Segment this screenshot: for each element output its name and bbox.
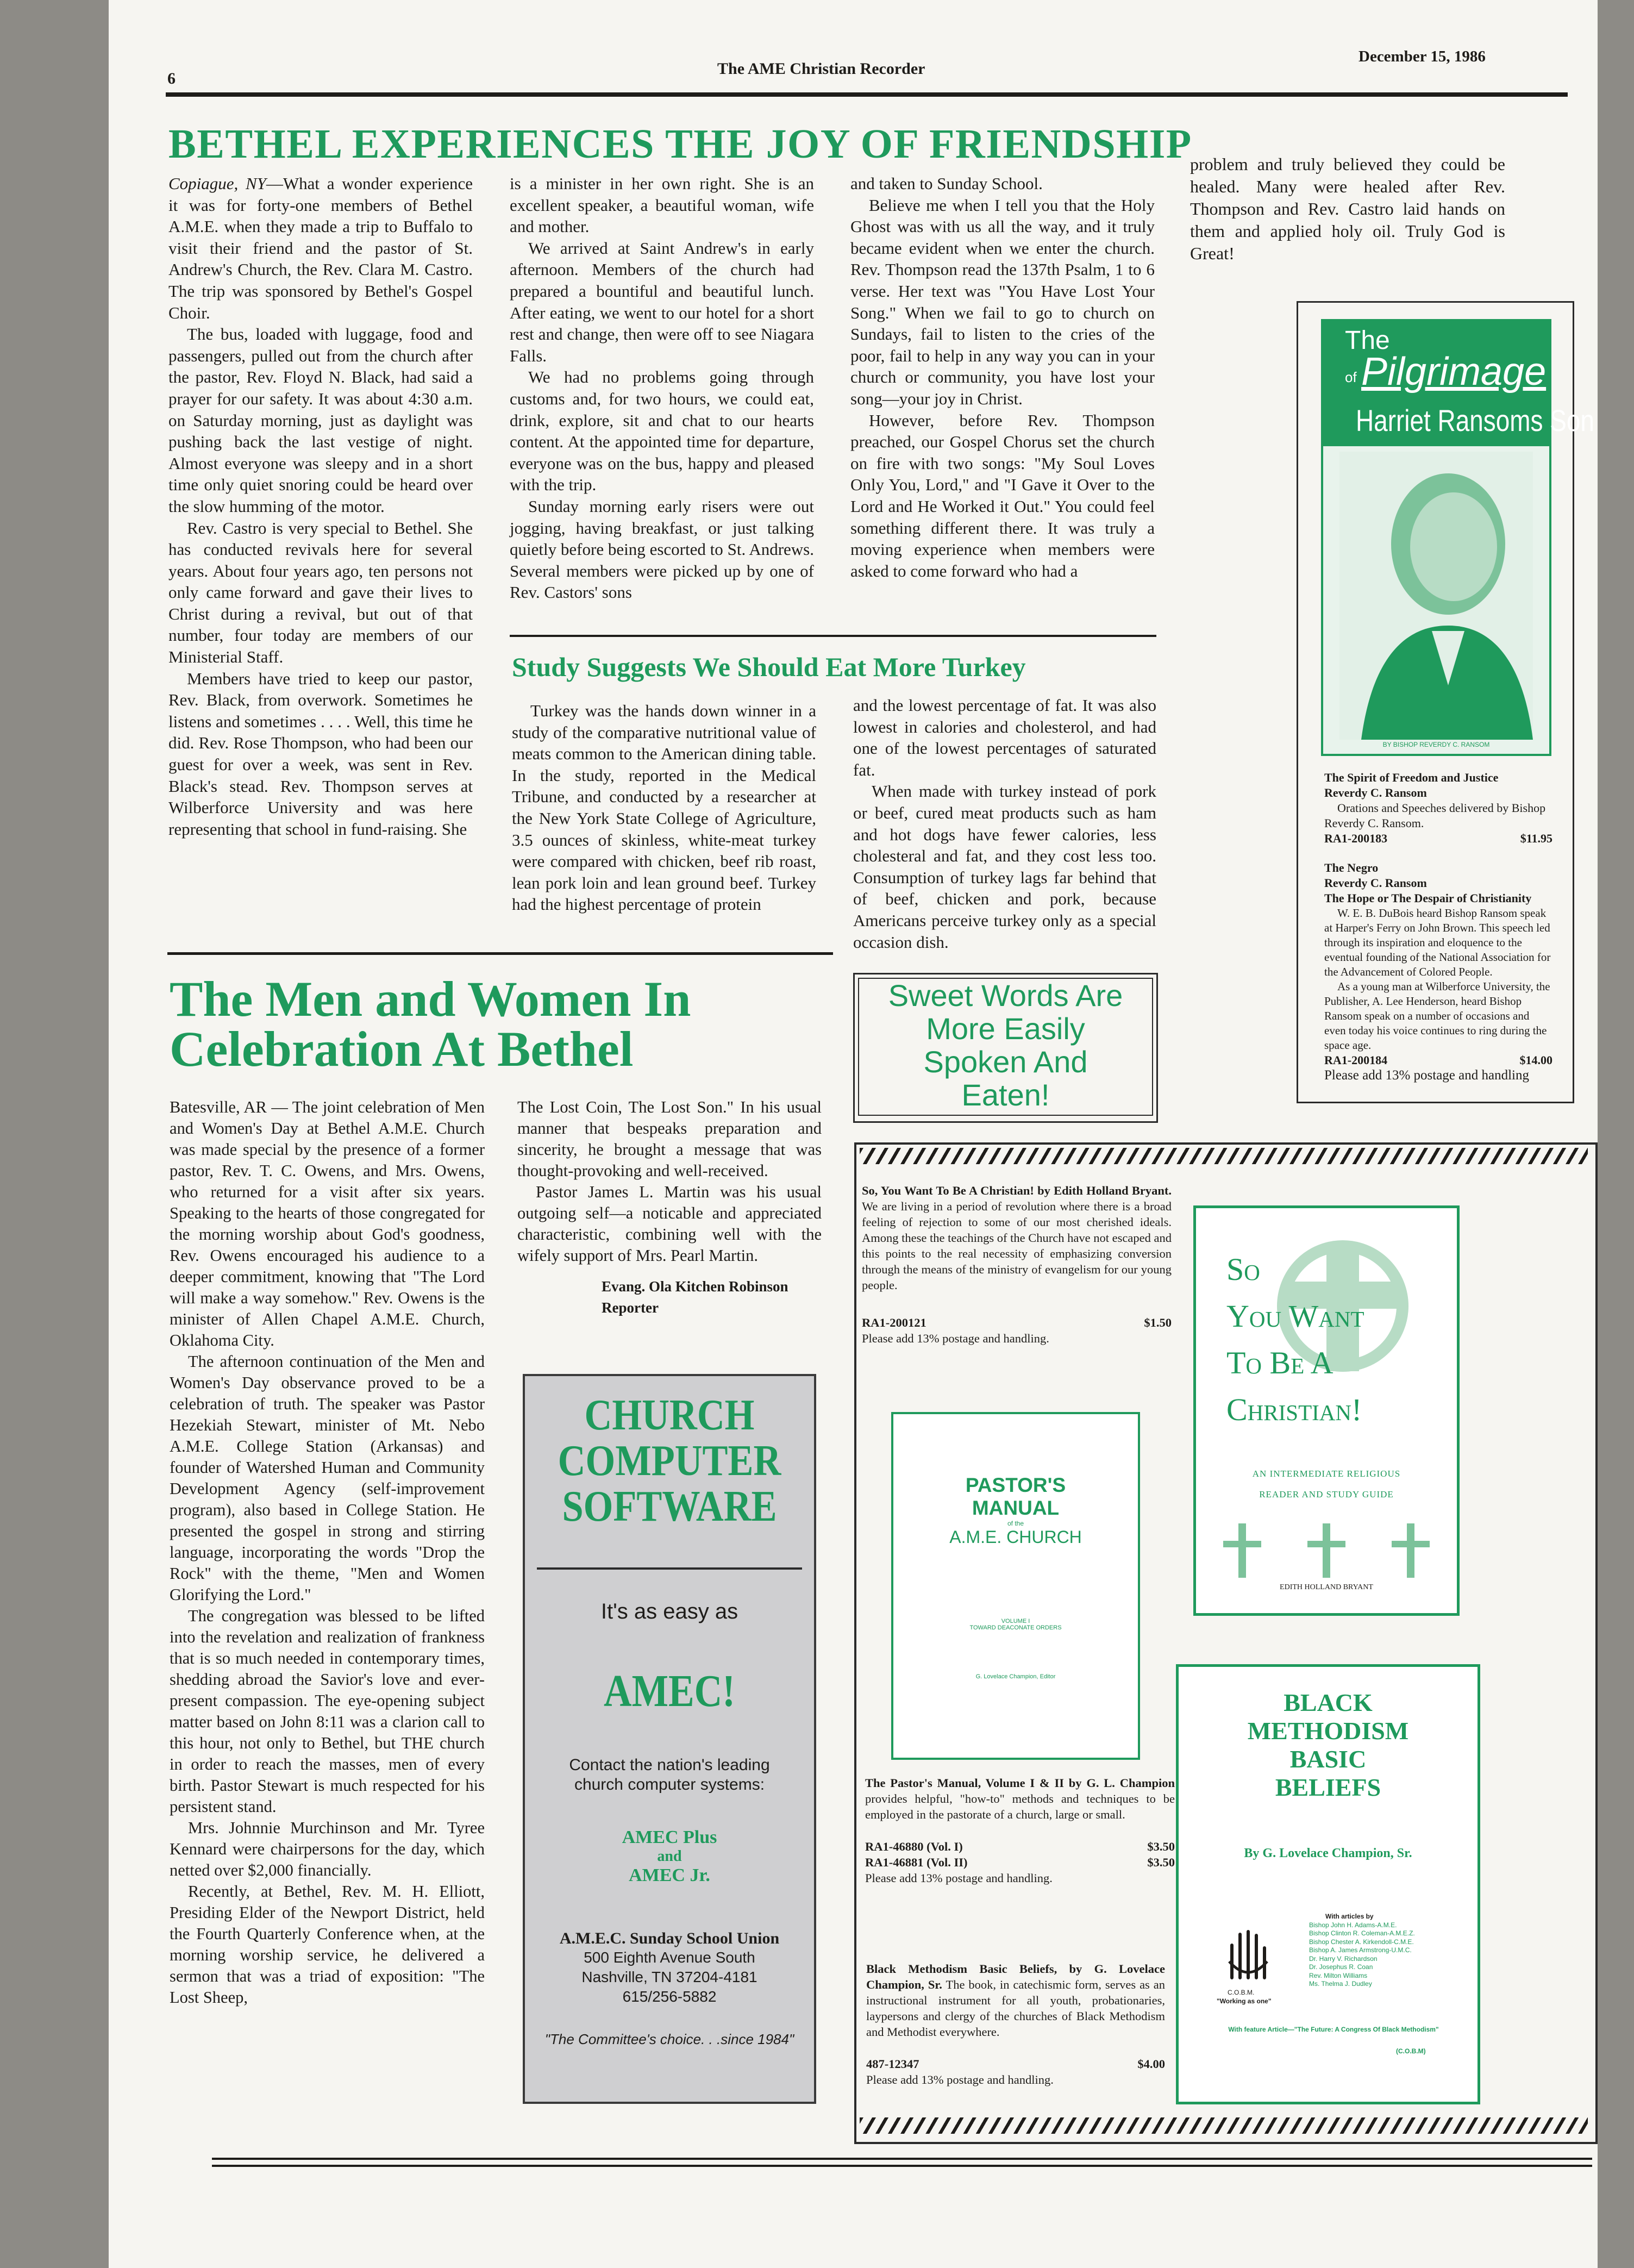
book-price: $11.95: [1520, 832, 1552, 845]
bm-cover-feature-end: (C.O.B.M): [1396, 2047, 1426, 2055]
footer-rule: [212, 2165, 1592, 2167]
celebration-paragraph: Recently, at Bethel, Rev. M. H. Elliott, Presiding Elder of the Newport District, held the Fourth Quarterly Conference when, at the morning worship service, he delivered a sermon that was a triad of exposition: "The Lost Sheep,: [170, 1882, 485, 2007]
book-order-line: [862, 1315, 1172, 1330]
bm-article-author: Dr. Josephus R. Coan: [1309, 1963, 1373, 1971]
bethel-paragraph: However, before Rev. Thompson preached, our Gospel Chorus set the church on fire with two songs: "My Soul Loves Only You, Lord," and "I Gave it Over to the Lord and He Worked it Out." You could feel something different there. It was truly a moving experience when members were asked to come forward who had a: [850, 410, 1155, 580]
pilgrimage-cover: [1321, 319, 1594, 756]
book-author: Reverdy C. Ransom: [1324, 876, 1427, 890]
software-phone: 615/256-5882: [622, 1988, 717, 2005]
black-methodism-text: [866, 1961, 1165, 2088]
software-ad-title: [542, 1392, 797, 1529]
sweet-words-line: More Easily: [926, 1011, 1085, 1046]
software-product: AMEC Jr.: [629, 1865, 710, 1885]
bethel-headline: BETHEL EXPERIENCES THE JOY OF FRIENDSHIP: [168, 121, 1192, 167]
ransom-catalog: [1324, 770, 1552, 1083]
sweet-words-box: [853, 973, 1158, 1123]
turkey-headline: Study Suggests We Should Eat More Turkey: [512, 652, 1026, 682]
manual-cover-line: A.M.E. CHURCH: [949, 1527, 1082, 1547]
pilgrimage-cover-title: Pilgrimage: [1361, 350, 1547, 393]
book-price: $3.50: [1147, 1840, 1175, 1853]
software-contact: Contact the nation's leading church computer systems:: [569, 1756, 770, 1794]
turkey-paragraph: Turkey was the hands down winner in a study of the comparative nutritional value of meats common to the American dining table. In the study, reported in the Medical Tribune, and conducted by a researcher at the New York State College of Agriculture, 3.5 ounces of skinless, white-meat turkey were compared with chicken, beef rib roast, lean pork loin and lean ground beef. Turkey had the highest percentage of protein: [512, 701, 816, 914]
bm-article-author: Bishop A. James Armstrong-U.M.C.: [1309, 1946, 1412, 1954]
newspaper-page: [109, 0, 1598, 2268]
christian-cover-line: So: [1226, 1252, 1260, 1287]
software-title-line: COMPUTER: [558, 1437, 781, 1485]
postage-note: Please add 13% postage and handling.: [865, 1871, 1053, 1885]
bethel-paragraph: We had no problems going through customs and, for two hours, we could eat, drink, explore, sit and chat to our hearts content. At the appointed time for departure, everyone was on the bus, happy and pleased with the trip.: [510, 367, 814, 495]
turkey-paragraph: and the lowest percentage of fat. It was also lowest in calories and cholesterol, and had one of the lowest percentages of saturated fat.: [853, 696, 1156, 779]
hands-logo-icon: [1221, 1923, 1275, 1983]
postage-note: Please add 13% postage and handling: [1324, 1068, 1529, 1083]
software-title-line: CHURCH: [584, 1391, 755, 1439]
software-tagline: "The Committee's choice. . .since 1984": [544, 2031, 794, 2047]
software-brand: AMEC!: [604, 1666, 735, 1716]
book-price: $1.50: [1144, 1316, 1172, 1329]
bethel-col-2: [510, 173, 814, 603]
bm-article-author: Bishop Clinton R. Coleman-A.M.E.Z.: [1309, 1929, 1415, 1937]
celebration-headline: [170, 971, 691, 1077]
manual-desc: provides helpful, "how-to" methods and techniques to be employed in the pastorate of a church, large or small.: [865, 1792, 1175, 1821]
chain-border-bottom: [860, 2117, 1588, 2134]
section-rule: [167, 952, 833, 955]
turkey-col-1: [512, 700, 816, 915]
book-code: RA1-200183: [1324, 832, 1388, 845]
book-order-line: [866, 2056, 1165, 2072]
bethel-paragraph: Sunday morning early risers were out jogging, having breakfast, or just talking quietly before being escorted to St. Andrews. Several members were picked up by one of Rev. Castors' sons: [510, 496, 814, 602]
christian-book-desc: We are living in a period of revolution where there is a broad feeling of rejection to some of our most cherished ideals. Among these the teachings of the Church have not escaped and this points to the real necessity of emphasizing conversion through the means of the ministry of evangelism for our young people.: [862, 1199, 1172, 1292]
book-description: Orations and Speeches delivered by Bishop Reverdy C. Ransom.: [1324, 801, 1546, 830]
bm-cover-line: BELIEFS: [1275, 1773, 1381, 1801]
chain-border-top: [860, 1148, 1588, 1164]
celebration-headline-line: Celebration At Bethel: [170, 1021, 634, 1077]
christian-cover-subline: READER AND STUDY GUIDE: [1259, 1489, 1394, 1499]
christian-book-text: [862, 1183, 1172, 1346]
bm-cover-author: By G. Lovelace Champion, Sr.: [1244, 1846, 1412, 1860]
bm-articles-head: With articles by: [1325, 1913, 1374, 1920]
manual-cover-of: of the: [1007, 1520, 1024, 1527]
christian-cover-subline: AN INTERMEDIATE RELIGIOUS: [1252, 1469, 1401, 1479]
bethel-col-1: [168, 173, 473, 840]
book-order-line: [1324, 1053, 1552, 1068]
bm-cover-cobm-sub: "Working as one": [1217, 1997, 1272, 2005]
bethel-paragraph: The bus, loaded with luggage, food and passengers, pulled out from the church after the pastor, Rev. Floyd N. Black, had said a prayer for our safety. It was about 4:30 a.m. on Saturday morning, just as daylight was pushing back the last vestige of night. Almost everyone was sleepy and in a short time only quiet snoring could be heard over the slow humming of the motor.: [168, 324, 473, 516]
software-address: 500 Eighth Avenue South: [584, 1949, 755, 1966]
celebration-paragraph: Mrs. Johnnie Murchinson and Mr. Tyree Kennard were chairpersons for the day, which netted over $2,000 financially.: [170, 1819, 485, 1879]
celebration-paragraph: Batesville, AR — The joint celebration of Men and Women's Day at Bethel A.M.E. Church was made special by the presence of a former pastor, Rev. T. C. Owens, and Mrs. Owens, who returned for a visit after six years. Speaking to the hearts of those congregated for the morning worship about God's goodness, Rev. Owens encouraged his audience to a deeper commitment, knowing that "The Lord will make a way somehow." Rev. Owens is the minister of Allen Chapel A.M.E. Church, Oklahoma City.: [170, 1098, 485, 1349]
bm-cover-title: [1179, 1689, 1478, 1802]
bethel-paragraph: problem and truly believed they could be healed. Many were healed after Rev. Thompson and Rev. Castro laid hands on them and applied holy oil. Truly God is Great!: [1190, 154, 1505, 263]
manual-title: The Pastor's Manual, Volume I & II by G. L. Champion: [865, 1776, 1175, 1790]
book-order-line: [865, 1854, 1175, 1870]
book-title: The Spirit of Freedom and Justice: [1324, 771, 1499, 784]
software-easy-text: It's as easy as: [600, 1600, 738, 1623]
section-rule: [510, 635, 1156, 637]
bm-cover-line: METHODISM: [1247, 1717, 1409, 1745]
bethel-col-4: [1190, 153, 1505, 265]
bm-desc: The book, in catechismic form, serves as an instructional instrument for all youth, probationaries, laypersons and clergy of the churches of Black Methodism and Methodist everywhere.: [866, 1978, 1165, 2039]
ransom-books-ad: [1297, 301, 1594, 1103]
manual-cover-line: PASTOR'S: [965, 1474, 1066, 1496]
pilgrimage-cover-subtitle: Harriet Ransoms Son: [1356, 403, 1594, 438]
bethel-paragraph: Copiague, NY—What a wonder experience it was for forty-one members of Bethel A.M.E. when they made a trip to Buffalo to visit their friend and the pastor of St. Andrew's Church, the Rev. Clara M. Castro. The trip was sponsored by Bethel's Gospel Choir.: [168, 174, 473, 322]
books-ad: [854, 1142, 1598, 2144]
book-order-line: [865, 1839, 1175, 1854]
portrait-image: [1339, 452, 1533, 740]
three-crosses-icon: [1218, 1518, 1435, 1578]
software-title-line: SOFTWARE: [562, 1483, 777, 1530]
book-price: $14.00: [1519, 1053, 1552, 1067]
book-code: 487-12347: [866, 2057, 919, 2071]
publication-name: The AME Christian Recorder: [717, 60, 925, 78]
bm-cover-cobm: C.O.B.M.: [1228, 1989, 1255, 1996]
bm-title: Black Methodism Basic Beliefs, by G. Lovelace Champion, Sr.: [866, 1962, 1165, 1991]
bethel-paragraph: and taken to Sunday School.: [850, 174, 1043, 193]
manual-cover-volume-sub: TOWARD DEACONATE ORDERS: [969, 1625, 1062, 1631]
bm-cover-feature: With feature Article—"The Future: A Congress Of Black Methodism": [1228, 2026, 1439, 2033]
page-number: 6: [167, 70, 176, 88]
christian-cover-line: Christian!: [1226, 1392, 1362, 1427]
manual-cover-editor: G. Lovelace Champion, Editor: [975, 1673, 1056, 1680]
sweet-words-line: Eaten!: [961, 1078, 1050, 1112]
bethel-paragraph: Members have tried to keep our pastor, Rev. Black, from overwork. Sometimes he listens and sometimes . . . . Well, this time he did. Rev. Rose Thompson, who had been our guest for over a week, was sent in Rev. Black's stead. Rev. Thompson serves at Wilberforce University and was here representing that school in fund-raising. She: [168, 668, 473, 839]
pilgrimage-cover-the: The: [1345, 326, 1390, 355]
bm-article-author: Bishop Chester A. Kirkendoll-C.M.E.: [1309, 1938, 1414, 1946]
celebration-col-1: [170, 1097, 485, 2008]
pilgrimage-cover-of: of: [1345, 369, 1357, 385]
footer-rule: [212, 2158, 1592, 2160]
pastors-manual-text: [865, 1775, 1175, 1886]
software-org: A.M.E.C. Sunday School Union: [559, 1929, 780, 1947]
bethel-paragraph: is a minister in her own right. She is an excellent speaker, a beautiful woman, wife and mother.: [510, 174, 814, 236]
celebration-paragraph: The Lost Coin, The Lost Son." In his usual manner that bespeaks preparation and sincerity, he brought a message that was thought-provoking and well-received.: [517, 1098, 822, 1180]
christian-cover-sub: [1196, 1464, 1457, 1505]
bm-article-author: Bishop John H. Adams-A.M.E.: [1309, 1921, 1397, 1929]
bm-cover-line: BLACK: [1284, 1689, 1373, 1716]
software-product: AMEC Plus: [622, 1827, 717, 1847]
manual-cover-line: MANUAL: [972, 1497, 1060, 1519]
black-methodism-cover: [1176, 1664, 1480, 2104]
book-description: W. E. B. DuBois heard Bishop Ransom speak at Harper's Ferry on John Brown. This speech led through its inspiration and eloquence to the eventual founding of the National Association for the Advancement of Colored People.: [1324, 907, 1551, 978]
celebration-paragraph: Pastor James L. Martin was his usual outgoing self—a noticable and appreciated characteristic, combining well with the wifely support of Mrs. Pearl Martin.: [517, 1183, 822, 1265]
bethel-col-3: [850, 173, 1155, 582]
bethel-paragraph: Rev. Castro is very special to Bethel. She has conducted revivals here for several years. About four years ago, ten persons not only came forward and gave their lives to Christ during a revival, but out of that number, four today are members of our Ministerial Staff.: [168, 518, 473, 667]
byline-role: Reporter: [602, 1299, 659, 1316]
bm-cover-line: BASIC: [1289, 1745, 1367, 1773]
turkey-paragraph: When made with turkey instead of pork or beef, cured meat products such as ham and hot dogs have fewer calories, less cholesteral and fat, and they cost less too. Consumption of turkey lags far behind that of beef, chicken and pork, because Americans perceive turkey only as a special occasion dish.: [853, 782, 1156, 952]
book-code: RA1-200184: [1324, 1053, 1388, 1067]
christian-book-title: So, You Want To Be A Christian! by Edith Holland Bryant.: [862, 1184, 1172, 1197]
bm-article-author: Dr. Harry V. Richardson: [1309, 1954, 1378, 1963]
postage-note: Please add 13% postage and handling.: [862, 1332, 1049, 1345]
bethel-paragraph: We arrived at Saint Andrew's in early afternoon. Members of the church had prepared a bountiful and beautiful lunch. After eating, we went to our hotel for a short rest and change, then were off to see Niagara Falls.: [510, 238, 814, 365]
bm-article-author: Rev. Milton Williams: [1309, 1971, 1368, 1979]
book-code: RA1-46881 (Vol. II): [865, 1855, 968, 1869]
book-order-line: [1324, 831, 1552, 846]
book-subtitle: The Hope or The Despair of Christianity: [1324, 891, 1532, 905]
pastors-manual-cover: [891, 1412, 1140, 1760]
celebration-col-2: [517, 1097, 822, 1319]
book-title: The Negro: [1324, 861, 1379, 874]
postage-note: Please add 13% postage and handling.: [866, 2073, 1054, 2086]
software-ad-divider: [537, 1567, 802, 1570]
christian-cover: [1193, 1205, 1460, 1616]
celebration-paragraph: The congregation was blessed to be lifted into the revelation and realization of frankness that is so much needed in contemporary times, shedding abroad the Savior's love and ever-present compassion. The eye-opening subject matter based on John 8:11 was a clarion call to this hour, not only to Bethel, but THE church in order to reach the masses, men of every birth. Pastor Stewart is much respected for his persistent stand.: [170, 1607, 485, 1816]
turkey-col-2: [853, 695, 1156, 953]
header-rule: [166, 92, 1568, 97]
book-description: As a young man at Wilberforce University, the Publisher, A. Lee Henderson, heard Bishop Ransom speak on a number of occasions and even today his voice continues to ring during the space age.: [1324, 980, 1550, 1052]
celebration-headline-line: The Men and Women In: [170, 971, 691, 1027]
sweet-words-line: Spoken And: [923, 1045, 1088, 1079]
book-price: $4.00: [1137, 2057, 1165, 2071]
software-and: and: [657, 1848, 682, 1865]
byline-name: Evang. Ola Kitchen Robinson: [602, 1278, 788, 1295]
book-code: RA1-46880 (Vol. I): [865, 1840, 963, 1853]
christian-cover-line: To Be A: [1226, 1345, 1334, 1380]
software-address: Nashville, TN 37204-4181: [581, 1969, 757, 1985]
christian-cover-title: [1226, 1246, 1364, 1433]
christian-cover-line: You Want: [1226, 1298, 1364, 1334]
pilgrimage-cover-author: BY BISHOP REVERDY C. RANSOM: [1382, 741, 1490, 748]
bm-article-author: Ms. Thelma J. Dudley: [1309, 1980, 1372, 1988]
manual-cover-volume: VOLUME I: [1001, 1618, 1030, 1625]
bethel-paragraph: Believe me when I tell you that the Holy Ghost was with us all the way, and it truly became evident when we enter the church. Rev. Thompson read the 137th Psalm, 1 to 6 verse. Her text was "You Have Lost Your Song." When we fail to go to church on Sundays, fail to listen to the cries of the poor, fail to help in any way you can in your church or community, you have lost your song—your joy in Christ.: [850, 195, 1155, 408]
issue-date: December 15, 1986: [1358, 48, 1486, 65]
software-ad: [523, 1374, 816, 2104]
celebration-paragraph: The afternoon continuation of the Men and Women's Day observance proved to be a celebration of truth. The speaker was Pastor Hezekiah Stewart, minister of Mt. Nebo A.M.E. College Station (Arkansas) and founder of Watershed Human and Community Development Agency (self-improvement program), also based in College Station. He presented the gospel in strong and stirring language, incorporating the words "Drop the Rock" with the theme, "Men and Women Glorifying the Lord.": [170, 1352, 485, 1604]
book-price: $3.50: [1147, 1855, 1175, 1869]
christian-cover-author: EDITH HOLLAND BRYANT: [1280, 1583, 1373, 1591]
sweet-words-line: Sweet Words Are: [888, 978, 1123, 1013]
book-author: Reverdy C. Ransom: [1324, 786, 1427, 799]
book-code: RA1-200121: [862, 1316, 926, 1329]
bm-cover-articles: [1309, 1913, 1415, 1989]
